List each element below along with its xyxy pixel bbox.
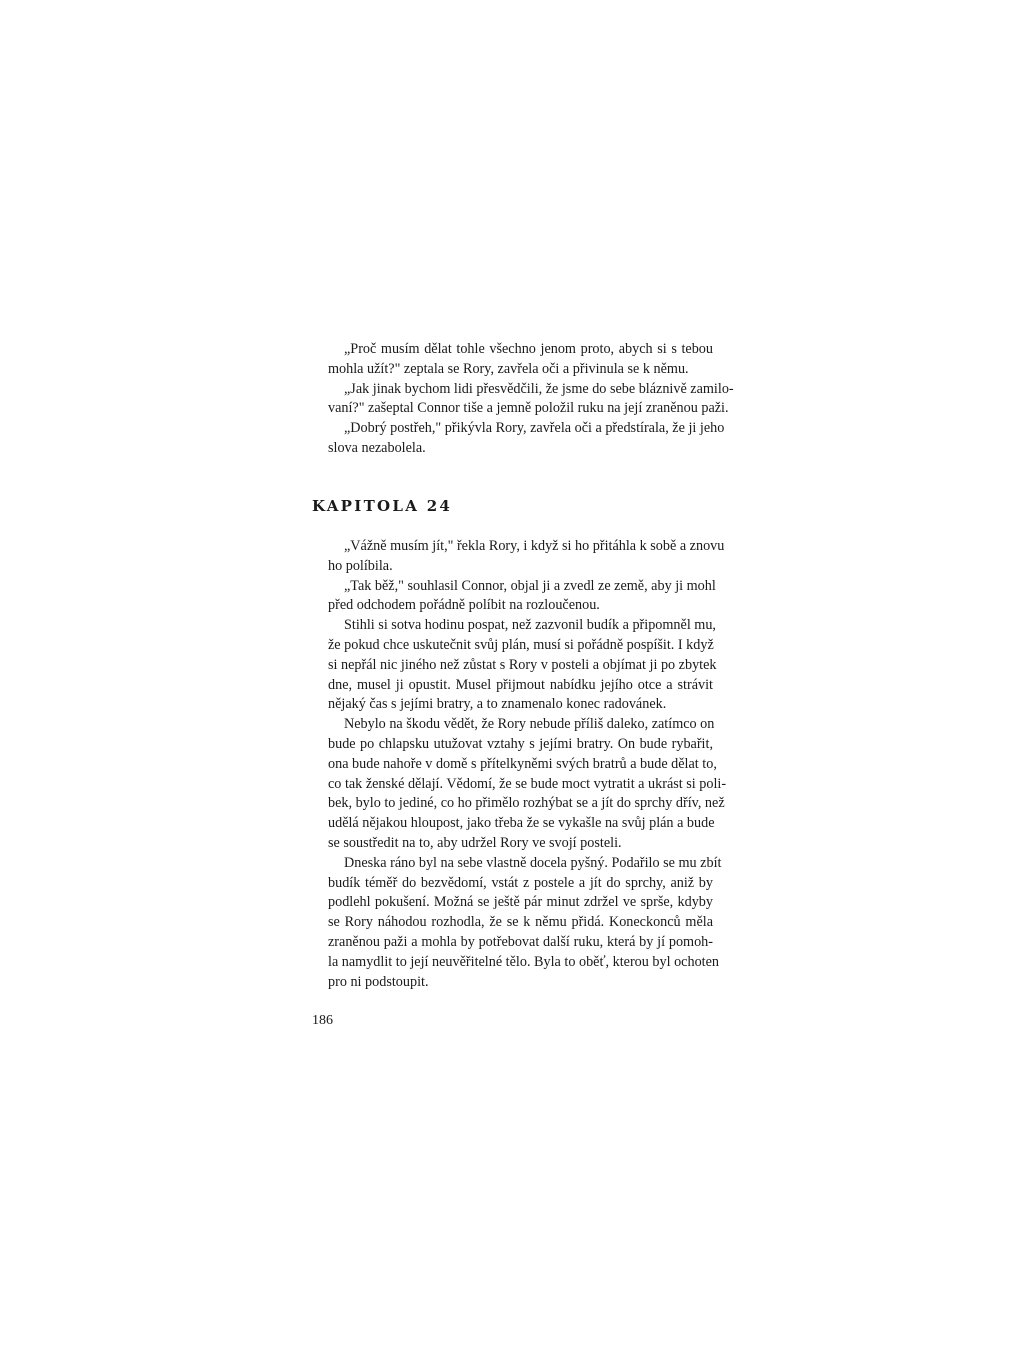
text-line: pro ni podstoupit.	[328, 973, 429, 990]
text-line: si nepřál nic jiného než zůstat s Rory v posteli a objímat ji po zbytek	[328, 656, 717, 673]
text-line: „Jak jinak bychom lidi přesvědčili, že jsme do sebe bláznivě zamilo-	[344, 380, 734, 397]
text-line: slova nezabolela.	[328, 439, 426, 456]
text-block-top	[312, 340, 734, 459]
text-line: mohla užít?" zeptala se Rory, zavřela oči a přivinula se k němu.	[328, 360, 689, 377]
text-line: že pokud chce uskutečnit svůj plán, musí si pořádně pospíšit. I když	[328, 636, 714, 653]
text-block-bottom	[312, 537, 727, 992]
text-line: budík téměř do bezvědomí, vstát z postele a jít do sprchy, aniž by	[328, 874, 713, 891]
text-line: zraněnou paži a mohla by potřebovat další ruku, která by jí pomoh-	[328, 933, 713, 950]
text-line: před odchodem pořádně políbit na rozloučenou.	[328, 597, 600, 614]
text-line: ona bude nahoře v domě s přítelkyněmi svých bratrů a bude dělat to,	[328, 755, 717, 772]
text-line: la namydlit to její neuvěřitelné tělo. Byla to oběť, kterou byl ochoten	[328, 953, 719, 970]
paragraph	[312, 340, 713, 380]
paragraph	[312, 537, 725, 577]
text-line: nějaký čas s jejími bratry, a to znamenalo konec radovánek.	[328, 696, 667, 713]
text-line: ho políbila.	[328, 557, 393, 574]
text-line: Dneska ráno byl na sebe vlastně docela pyšný. Podařilo se mu zbít	[344, 854, 722, 871]
text-line: „Dobrý postřeh," přikývla Rory, zavřela oči a předstírala, že ji jeho	[344, 420, 725, 437]
text-line: Nebylo na škodu vědět, že Rory nebude příliš daleko, zatímco on	[344, 716, 715, 733]
text-line: Stihli si sotva hodinu pospat, než zazvonil budík a připomněl mu,	[344, 617, 716, 634]
paragraph	[312, 380, 734, 420]
paragraph	[312, 715, 727, 854]
paragraph	[312, 577, 716, 617]
text-line: podlehl pokušení. Možná se ještě pár minut zdržel ve sprše, kdyby	[328, 894, 713, 911]
paragraph	[312, 854, 722, 993]
text-line: „Proč musím dělat tohle všechno jenom proto, abych si s tebou	[344, 341, 713, 357]
text-line: „Vážně musím jít," řekla Rory, i když si ho přitáhla k sobě a znovu	[344, 538, 725, 554]
text-line: bude po chlapsku utužovat vztahy s jejími bratry. On bude rybařit,	[328, 735, 713, 752]
text-line: vaní?" zašeptal Connor tiše a jemně položil ruku na její zraněnou paži.	[328, 400, 729, 417]
paragraph	[312, 419, 725, 459]
page-number: 186	[312, 1013, 333, 1028]
text-line: co tak ženské dělají. Vědomí, že se bude moct vytratit a ukrást si poli-	[328, 775, 727, 792]
text-line: dne, musel ji opustit. Musel přijmout nabídku jejího otce a strávit	[328, 676, 713, 693]
chapter-heading: KAPITOLA 24	[312, 497, 453, 515]
paragraph	[312, 616, 717, 715]
text-line: se soustředit na to, aby udržel Rory ve svojí posteli.	[328, 834, 622, 851]
text-line: bek, bylo to jediné, co ho přimělo rozhýbat se a jít do sprchy dřív, než	[328, 795, 725, 812]
text-line: se Rory náhodou rozhodla, že se k němu přidá. Koneckonců měla	[328, 914, 713, 931]
text-line: udělá nějakou hloupost, jako třeba že se vykašle na svůj plán a bude	[328, 815, 715, 832]
text-line: „Tak běž," souhlasil Connor, objal ji a zvedl ze země, aby ji mohl	[344, 577, 716, 594]
